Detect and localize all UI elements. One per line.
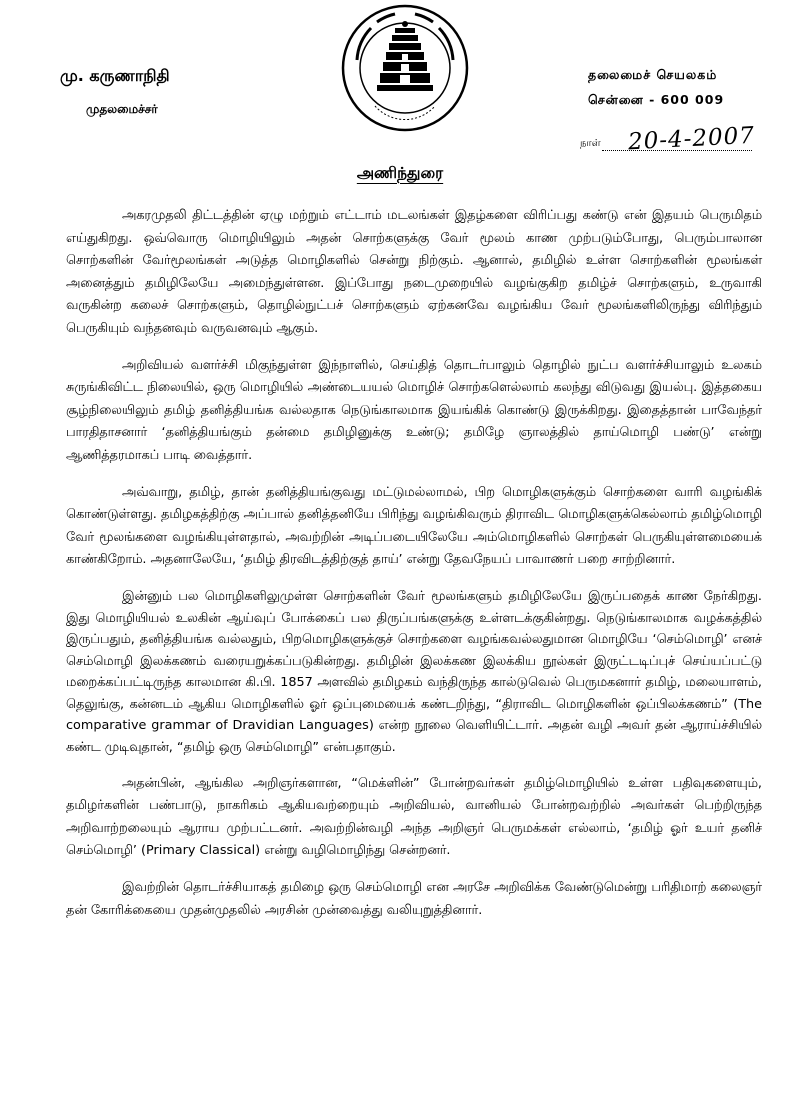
state-emblem-icon <box>335 2 475 134</box>
document-title <box>0 164 800 184</box>
paragraph: அதன்பின், ஆங்கில அறிஞர்களான, “மெக்ளின்” போன்றவர்கள் தமிழ்மொழியில் உள்ள பதிவுகளையும், தமிழர்களின் பண்பாடு, நாகரிகம் ஆகியவற்றையும் அறிவியல், வானியல் போன்றவற்றில் அவர்கள் பெற்றிருந்த அறிவாற்றலையும் ஆராய முற்பட்டனர். அவற்றின்வழி அந்த அறிஞர் பெருமக்கள் எல்லாம், ‘தமிழ் ஓர் உயர் தனிச் செம்மொழி’ (Primary Classical) என்று வழிமொழிந்து சென்றனர். <box>66 775 762 859</box>
sender-title: முதலமைச்சர் <box>86 102 158 116</box>
date-value: 20-4-2007 <box>627 122 756 156</box>
sender-name: மு. கருணாநிதி <box>60 66 170 85</box>
date-field <box>580 122 780 158</box>
paragraph: அவ்வாறு, தமிழ், தான் தனித்தியங்குவது மட்டுமல்லாமல், பிற மொழிகளுக்கும் சொற்களை வாரி வழங்கிக் கொண்டுள்ளது. தமிழகத்திற்கு அப்பால் தனித்தனியே பிரிந்து வழங்கிவரும் திராவிட மொழிகளுக்கெல்லாம் தமிழ்மொழி வேர் மூலங்களை வழங்கியுள்ளதால், அவற்றின் அடிப்படையிலேயே அம்மொழிகளில் சொற்கள் பெருகியுள்ளமையைக் காண்கிறோம். அதனாலேயே, ‘தமிழ் திரவிடத்திற்குத் தாய்’ என்று தேவநேயப் பாவாணர் பறை சாற்றினார். <box>66 484 762 568</box>
paragraph: இவற்றின் தொடர்ச்சியாகத் தமிழை ஒரு செம்மொழி என அரசே அறிவிக்க வேண்டுமென்று பரிதிமாற் கலைஞர் தன் கோரிக்கையை முதன்முதலில் அரசின் முன்வைத்து வலியுறுத்தினார். <box>66 880 762 918</box>
paragraph: அகரமுதலி திட்டத்தின் ஏழு மற்றும் எட்டாம் மடலங்கள் இதழ்களை விரிப்பது கண்டு என் இதயம் பெருமிதம் எய்துகிறது. ஒவ்வொரு மொழியிலும் அதன் சொற்களுக்கு வேர் மூலம் காண முற்படும்போது, பெரும்பாலான சொற்களின் வேர்மூலங்கள் அடுத்த மொழிகளில் சென்று நிற்கும். ஆனால், தமிழில் உள்ள சொற்களின் மூலங்கள் அனைத்தும் தமிழிலேயே அமைந்துள்ளன. இப்போது நடைமுறையில் வழங்குகிற தமிழ்ச் சொற்களும், உருவாகி வருகின்ற கலைச் சொற்களும், தொழில்நுட்பச் சொற்களும் ஏற்கனவே வழங்கிய வேர் மூலங்களிலிருந்து விரிந்தும் பெருகியும் வந்தனவும் வருவனவும் ஆகும். <box>66 208 762 336</box>
office-city: சென்னை - 600 009 <box>588 92 725 107</box>
document-title-text: அணிந்துரை <box>356 164 444 182</box>
office-name: தலைமைச் செயலகம் <box>588 67 718 82</box>
body-text <box>66 205 762 936</box>
paragraph: இன்னும் பல மொழிகளிலுமுள்ள சொற்களின் வேர் மூலங்களும் தமிழிலேயே இருப்பதைக் காண நேர்கிறது. இது மொழியியல் உலகின் ஆய்வுப் போக்கைப் பல திருப்பங்களுக்கு உள்ளடக்குகின்றது. நெடுங்காலமாக வழக்கத்தில் இருப்பதும், தனித்தியங்க வல்லதும், பிறமொழிகளுக்குச் சொற்களை வழங்கவல்லதுமான மொழியே ‘செம்மொழி’ எனச் செம்மொழி இலக்கணம் வரையறுக்கப்படுகின்றது. தமிழின் இலக்கண இலக்கிய நூல்கள் இருட்டடிப்புச் செய்யப்பட்டு மறைக்கப்பட்டிருந்த காலமான கி.பி. 1857 அளவில் தமிழகம் வந்திருந்த கால்டுவெல் பெருமகனார் தமிழ், மலையாளம், தெலுங்கு, கன்னடம் ஆகிய மொழிகளில் ஓர் ஒப்புமையைக் கண்டறிந்து, “திராவிட மொழிகளின் ஒப்பிலக்கணம்” (The comparative grammar of Dravidian Languages) என்ற நூலை வெளியிட்டார். அதன் வழி அவர் தன் ஆராய்ச்சியில் கண்ட முடிவுதான், “தமிழ் ஒரு செம்மொழி” என்பதாகும். <box>66 588 762 756</box>
paragraph: அறிவியல் வளர்ச்சி மிகுந்துள்ள இந்நாளில், செய்தித் தொடர்பாலும் தொழில் நுட்ப வளர்ச்சியாலும் உலகம் சுருங்கிவிட்ட நிலையில், ஒரு மொழியில் அண்டையயல் மொழிச் சொற்களெல்லாம் கலந்து விடுவது இயல்பு. இத்தகைய சூழ்நிலையிலும் தமிழ் தனித்தியங்க வல்லதாக நெடுங்காலமாக இயங்கிக் கொண்டு இருக்கிறது. இதைத்தான் பாவேந்தர் பாரதிதாசனார் ‘தனித்தியங்கும் தன்மை தமிழினுக்கு உண்டு; தமிழே ஞாலத்தில் தாய்மொழி பண்டு’ என்று ஆணித்தரமாகப் பாடி வைத்தார். <box>66 357 762 463</box>
date-label: நாள் <box>580 138 601 149</box>
